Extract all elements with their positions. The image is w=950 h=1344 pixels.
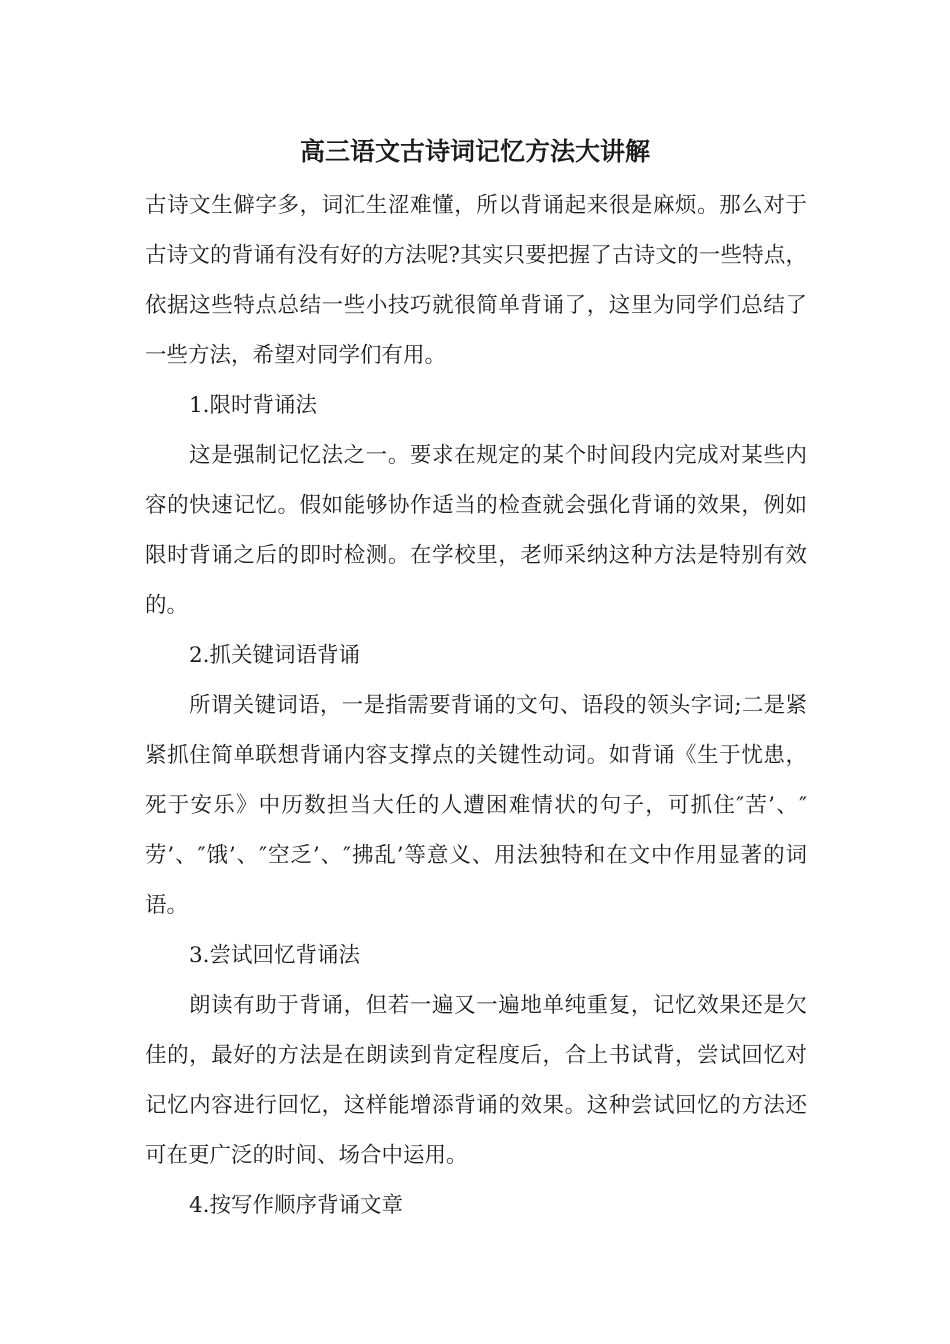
document-body xyxy=(145,181,807,1231)
section-body-1: 这是强制记忆法之一。要求在规定的某个时间段内完成对某些内容的快速记忆。假如能够协作适当的检查就会强化背诵的效果，例如限时背诵之后的即时检测。在学校里，老师采纳这种方法是特别有效的。 xyxy=(145,443,807,618)
section-heading-4: 4.按写作顺序背诵文章 xyxy=(189,1193,404,1218)
page-title: 高三语文古诗词记忆方法大讲解 xyxy=(299,137,650,166)
section-heading-1: 1.限时背诵法 xyxy=(189,393,318,418)
section-heading-3: 3.尝试回忆背诵法 xyxy=(189,943,361,968)
section-body-2: 所谓关键词语，一是指需要背诵的文句、语段的领头字词;二是紧紧抓住简单联想背诵内容支撑点的关键性动词。如背诵《生于忧患，死于安乐》中历数担当大任的人遭困难情状的句子，可抓住″苦’、″劳’、″饿’、″空乏’、″拂乱’等意义、用法独特和在文中作用显著的词语。 xyxy=(145,693,807,918)
section-heading-2: 2.抓关键词语背诵 xyxy=(189,643,361,668)
section-body-3: 朗读有助于背诵，但若一遍又一遍地单纯重复，记忆效果还是欠佳的，最好的方法是在朗读到肯定程度后，合上书试背，尝试回忆对记忆内容进行回忆，这样能增添背诵的效果。这种尝试回忆的方法还可在更广泛的时间、场合中运用。 xyxy=(145,993,807,1168)
intro-paragraph: 古诗文生僻字多，词汇生涩难懂，所以背诵起来很是麻烦。那么对于古诗文的背诵有没有好的方法呢?其实只要把握了古诗文的一些特点，依据这些特点总结一些小技巧就很简单背诵了，这里为同学们总结了一些方法，希望对同学们有用。 xyxy=(145,193,807,368)
